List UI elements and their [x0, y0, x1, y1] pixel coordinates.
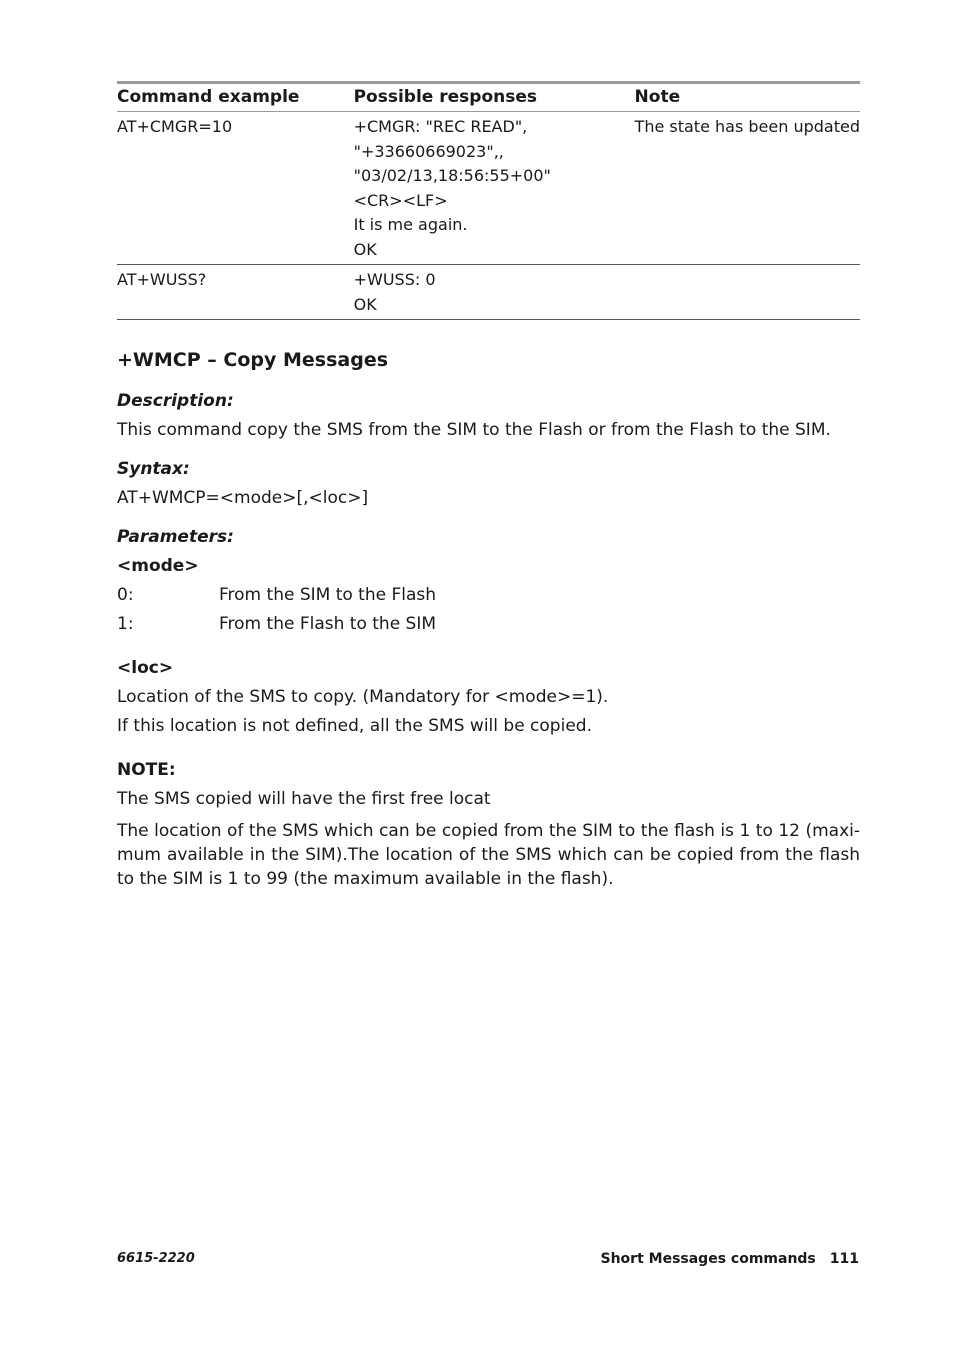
response-line: +CMGR: "REC READ",: [353, 117, 528, 136]
responses-cell: [354, 112, 635, 265]
syntax-text: AT+WMCP=<mode>[,<loc>]: [117, 488, 369, 508]
command-cell: AT+CMGR=10: [117, 117, 233, 136]
page-content: [117, 81, 860, 889]
responses-cell: [354, 265, 635, 320]
mode-value-key: 0:: [117, 585, 134, 605]
response-line: OK: [353, 294, 377, 314]
response-line: <CR><LF>: [353, 190, 448, 210]
loc-line: Location of the SMS to copy. (Mandatory for <mode>=1).: [117, 687, 609, 707]
response-line: It is me again.: [353, 215, 468, 234]
note-cell: [635, 265, 860, 320]
response-line: "+33660669023",,: [353, 141, 504, 161]
table-row: [117, 112, 860, 265]
header-possible-responses: Possible responses: [353, 87, 537, 107]
syntax-label: Syntax:: [117, 459, 190, 479]
header-command-example: Command example: [117, 87, 300, 107]
command-table: [117, 81, 860, 320]
table-row: [117, 265, 860, 320]
description-text: This command copy the SMS from the SIM to the Flash or from the Flash to the SIM.: [117, 420, 831, 440]
description-label: Description:: [117, 391, 234, 411]
response-line: +WUSS: 0: [353, 270, 436, 289]
footer-page-number: 111: [829, 1251, 859, 1267]
note-label: NOTE:: [117, 760, 176, 780]
note-line: The SMS copied will have the first free locat: [117, 789, 491, 809]
section-title: +WMCP – Copy Messages: [117, 349, 389, 371]
response-line: "03/02/13,18:56:55+00": [353, 166, 551, 185]
note-cell: The state has been updated: [634, 117, 860, 136]
response-line: OK: [353, 239, 377, 259]
note-paragraph: The location of the SMS which can be copied from the SIM to the flash is 1 to 12 (maxi-mum available in the SIM).The location of the SMS which can be copied from the flash to the SIM is 1 to 99 (the maximum available in the flash).: [117, 821, 860, 889]
mode-value-key: 1:: [117, 614, 134, 634]
footer-page-info: [601, 1251, 860, 1267]
loc-line: If this location is not defined, all the SMS will be copied.: [117, 716, 592, 736]
mode-value-desc: From the Flash to the SIM: [219, 614, 437, 634]
footer-doc-number: 6615-2220: [117, 1251, 195, 1266]
table-header-row: [117, 83, 860, 112]
command-cell: AT+WUSS?: [117, 270, 207, 289]
parameters-label: Parameters:: [117, 527, 234, 547]
loc-label: <loc>: [117, 658, 174, 678]
header-note: Note: [634, 87, 681, 107]
mode-label: <mode>: [117, 556, 199, 576]
mode-value-desc: From the SIM to the Flash: [219, 585, 437, 605]
footer-chapter: Short Messages commands: [600, 1251, 816, 1267]
